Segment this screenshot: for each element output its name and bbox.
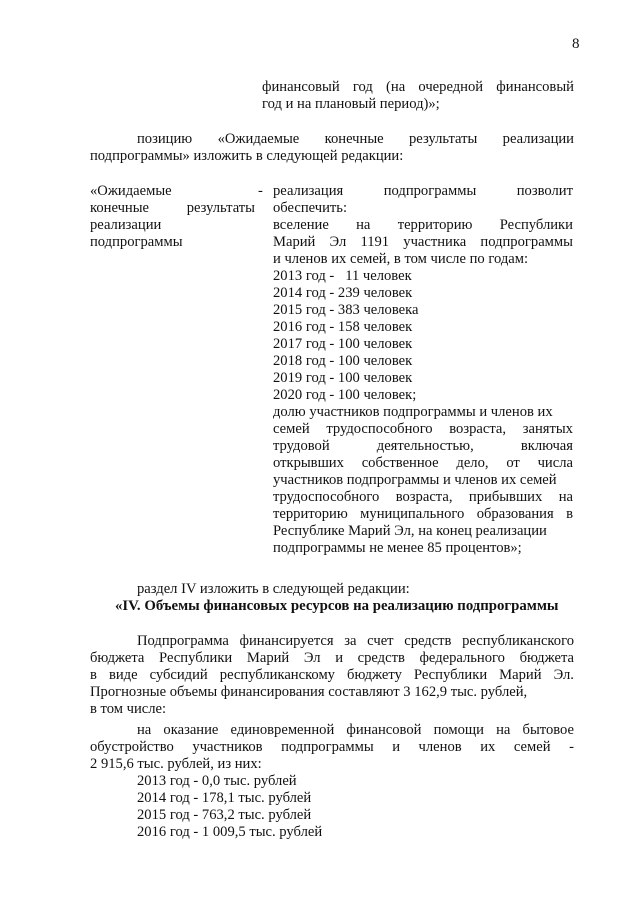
word: дело, <box>456 455 489 471</box>
section-heading: «IV. Объемы финансовых ресурсов на реализацию подпрограммы <box>115 598 559 614</box>
word: и <box>392 739 400 755</box>
word: подпрограммы <box>480 234 573 250</box>
word: республиканскому <box>219 667 335 683</box>
word: финансируется <box>239 633 334 649</box>
word: бюджету <box>347 667 402 683</box>
word: в <box>566 506 573 522</box>
word: обустройство <box>90 739 174 755</box>
word: вселение <box>273 217 329 233</box>
text-line: Прогнозные объемы финансирования составляют 3 162,9 тыс. рублей, <box>90 684 528 700</box>
word: включая <box>520 438 573 454</box>
text-line: «Ожидаемые <box>90 183 172 199</box>
word: позволит <box>516 183 573 199</box>
word: средств <box>404 633 452 649</box>
text-line: подпрограммы» изложить в следующей редакции: <box>90 148 404 164</box>
word: территорию <box>397 217 473 233</box>
word: финансовой <box>346 722 422 738</box>
word: конечные <box>324 131 384 147</box>
word: Подпрограмма <box>137 633 229 649</box>
word: виде <box>108 667 138 683</box>
text-line: и членов их семей, в том числе по годам: <box>273 251 529 267</box>
text-line: долю участников подпрограммы и членов их <box>273 404 553 420</box>
word: финансовый <box>496 79 574 95</box>
justified-line <box>273 506 573 523</box>
text-line: в том числе: <box>90 701 167 717</box>
word: (на <box>386 79 406 95</box>
word: подпрограммы <box>281 739 374 755</box>
justified-line <box>137 633 574 650</box>
word: год <box>352 79 373 95</box>
word: конечные <box>90 200 150 216</box>
word: бюджета <box>90 650 145 666</box>
word: очередной <box>418 79 484 95</box>
word: результаты <box>409 131 478 147</box>
year-line: 2016 год - 1 009,5 тыс. рублей <box>137 824 323 840</box>
justified-line <box>273 234 573 251</box>
word: участника <box>403 234 467 250</box>
word: средств <box>357 650 405 666</box>
justified-line <box>90 650 574 667</box>
year-line: 2018 год - 100 человек <box>273 353 413 369</box>
word: открывших <box>273 455 344 471</box>
word: участников <box>192 739 263 755</box>
word: на <box>558 489 573 505</box>
word: счет <box>367 633 394 649</box>
word: числа <box>537 455 573 471</box>
word: трудовой <box>273 438 330 454</box>
text-line: год и на плановый период)»; <box>262 96 440 112</box>
word: - <box>569 739 574 755</box>
justified-line <box>262 79 574 96</box>
word: на <box>356 217 371 233</box>
word: реализация <box>273 183 344 199</box>
word: Эл <box>303 650 321 666</box>
word: Республики <box>413 667 488 683</box>
word: подпрограммы <box>383 183 477 199</box>
year-line: 2014 год - 178,1 тыс. рублей <box>137 790 312 806</box>
justified-line <box>273 183 573 200</box>
word: на <box>496 722 511 738</box>
justified-line <box>273 455 573 472</box>
justified-line <box>273 438 573 455</box>
page-number: 8 <box>572 36 580 52</box>
year-line: 2015 год - 763,2 тыс. рублей <box>137 807 312 823</box>
word: за <box>344 633 357 649</box>
word: в <box>90 667 97 683</box>
word: результаты <box>186 200 255 216</box>
word: бюджета <box>519 650 574 666</box>
word: трудоспособного <box>273 489 380 505</box>
word: бытовое <box>522 722 574 738</box>
text-line: подпрограммы не менее 85 процентов»; <box>273 540 522 556</box>
year-line: 2017 год - 100 человек <box>273 336 413 352</box>
word: деятельностью, <box>376 438 474 454</box>
year-line: 2016 год - 158 человек <box>273 319 413 335</box>
justified-line <box>90 667 574 684</box>
justified-line <box>90 200 255 217</box>
justified-line <box>273 217 573 234</box>
word: семей <box>273 421 310 437</box>
word: финансовый <box>262 79 340 95</box>
text-line: 2 915,6 тыс. рублей, из них: <box>90 756 262 772</box>
word: реализации <box>502 131 574 147</box>
word: «Ожидаемые <box>217 131 300 147</box>
text-line: Республике Марий Эл, на конец реализации <box>273 523 547 539</box>
word: позицию <box>137 131 193 147</box>
word: от <box>506 455 520 471</box>
word: Марий <box>246 650 290 666</box>
word: Республики <box>499 217 573 233</box>
word: 1191 <box>360 234 390 250</box>
word: муниципального <box>360 506 465 522</box>
word: Республики <box>159 650 233 666</box>
text-line: обеспечить: <box>273 200 348 216</box>
year-line: 2020 год - 100 человек; <box>273 387 417 403</box>
word: членов <box>418 739 462 755</box>
word: субсидий <box>149 667 208 683</box>
year-line: 2013 год - 0,0 тыс. рублей <box>137 773 297 789</box>
word: прибывших <box>468 489 543 505</box>
text-line: участников подпрограммы и членов их семей <box>273 472 557 488</box>
word: возраста, <box>449 421 507 437</box>
word: Эл <box>329 234 347 250</box>
word: единовременной <box>230 722 335 738</box>
dash-separator: - <box>258 183 263 199</box>
word: на <box>137 722 152 738</box>
justified-line <box>273 489 573 506</box>
word: образования <box>476 506 554 522</box>
word: трудоспособного <box>326 421 433 437</box>
word: Марий <box>273 234 316 250</box>
word: собственное <box>361 455 439 471</box>
word: территорию <box>273 506 348 522</box>
word: семей <box>513 739 551 755</box>
word: их <box>480 739 496 755</box>
word: и <box>335 650 343 666</box>
year-line: 2014 год - 239 человек <box>273 285 413 301</box>
word: федерального <box>419 650 505 666</box>
word: возраста, <box>395 489 453 505</box>
justified-line <box>137 131 574 148</box>
section-intro: раздел IV изложить в следующей редакции: <box>137 581 410 597</box>
word: республиканского <box>462 633 574 649</box>
year-line: 2019 год - 100 человек <box>273 370 413 386</box>
word: Марий <box>499 667 542 683</box>
year-line: 2015 год - 383 человека <box>273 302 419 318</box>
justified-line <box>273 421 573 438</box>
justified-line <box>137 722 574 739</box>
word: оказание <box>163 722 219 738</box>
year-line: 2013 год - 11 человек <box>273 268 412 284</box>
word: занятых <box>522 421 573 437</box>
justified-line <box>90 739 574 756</box>
word: помощи <box>433 722 484 738</box>
text-line: подпрограммы <box>90 234 183 250</box>
word: Эл. <box>553 667 574 683</box>
text-line: реализации <box>90 217 162 233</box>
